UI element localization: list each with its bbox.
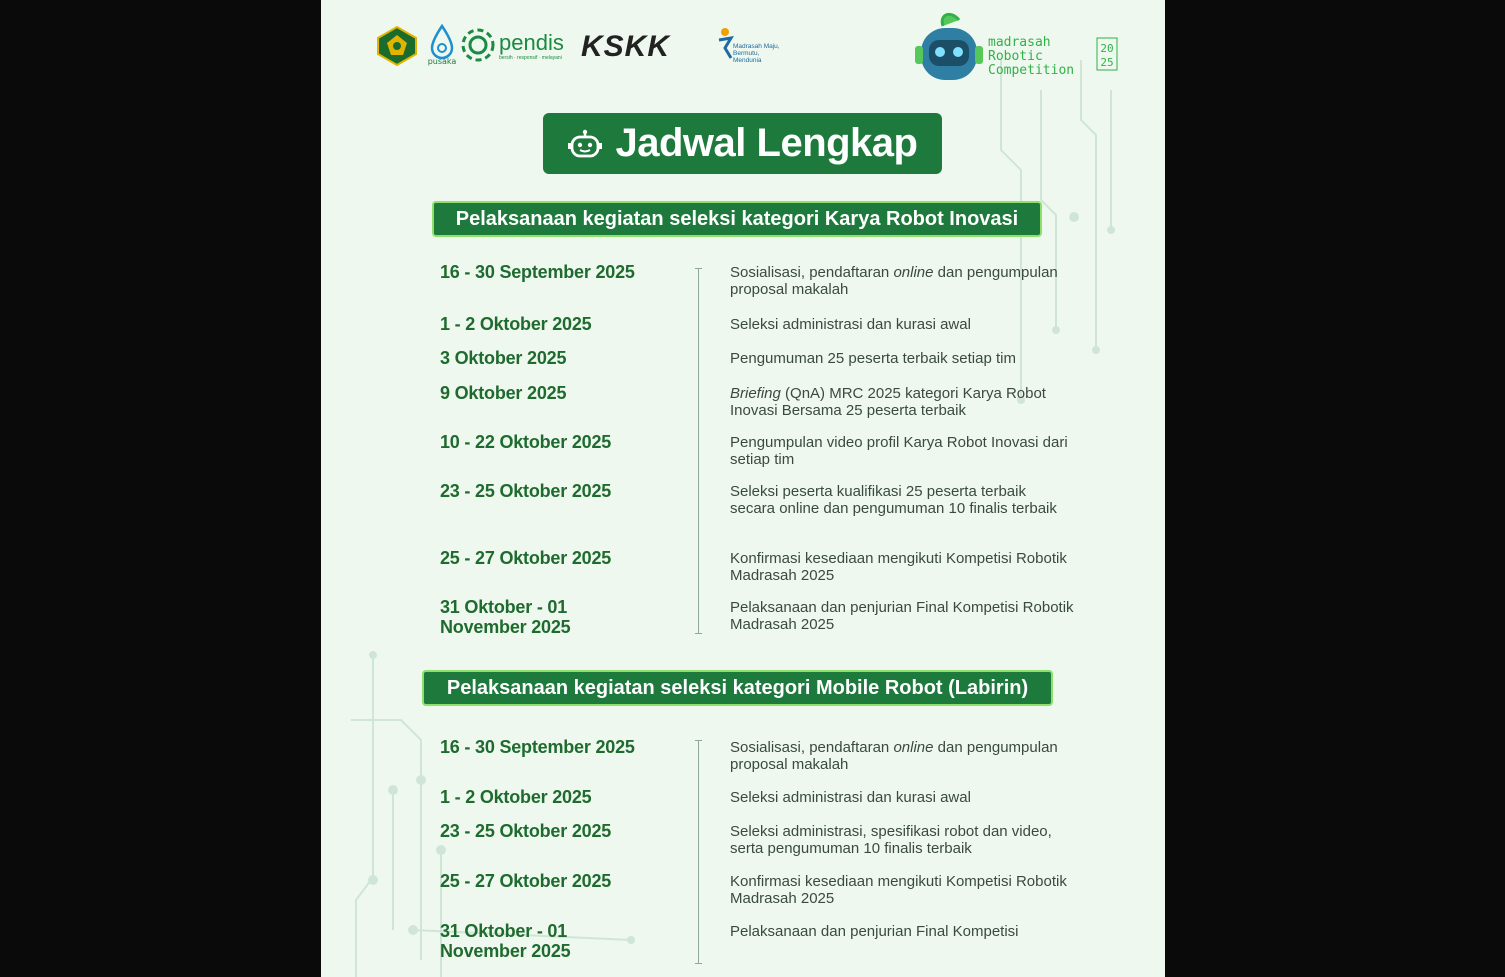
desc-emphasis: online	[893, 264, 934, 281]
mendunia-label: Mendunia	[733, 57, 762, 64]
schedule-date: 23 - 25 Oktober 2025	[440, 481, 612, 501]
desc-text: Seleksi administrasi dan kurasi awal	[730, 789, 971, 806]
robot-icon	[568, 129, 602, 159]
timeline-divider	[698, 740, 699, 964]
desc-emphasis: online	[893, 739, 934, 756]
schedule-date: 16 - 30 September 2025	[440, 737, 635, 757]
desc-text-end: dan pengumpulan proposal makalah	[730, 739, 1058, 773]
mrc-competition-text: Competition	[988, 63, 1075, 78]
schedule-date: 3 Oktober 2025	[440, 348, 567, 368]
mrc-year-bottom: 25	[1100, 56, 1114, 69]
schedule-description	[730, 923, 1075, 940]
desc-text: Seleksi administrasi, spesifikasi robot dan video, serta pengumuman 10 finalis terbaik	[730, 823, 1052, 857]
desc-text: Sosialisasi, pendaftaran	[730, 739, 894, 756]
desc-text: Konfirmasi kesediaan mengikuti Kompetisi Robotik Madrasah 2025	[730, 873, 1067, 907]
bermutu-label: Bermutu,	[733, 50, 760, 57]
pendis-wordmark: pendis	[499, 30, 564, 55]
schedule-date: 1 - 2 Oktober 2025	[440, 787, 592, 807]
section-heading-karya-robot-inovasi: Pelaksanaan kegiatan seleksi kategori Karya Robot Inovasi	[432, 201, 1042, 237]
desc-text: Pengumpulan video profil Karya Robot Inovasi dari setiap tim	[730, 434, 1068, 468]
kskk-logo	[579, 26, 715, 64]
kskk-wordmark: KSKK	[581, 30, 671, 63]
schedule-description	[730, 873, 1075, 907]
schedule-date: 23 - 25 Oktober 2025	[440, 821, 612, 841]
mrc-robotic-text: Robotic	[988, 49, 1043, 64]
schedule-date: 31 Oktober - 01 November 2025	[440, 921, 571, 961]
schedule-karya-robot-inovasi	[440, 262, 1074, 637]
desc-text: Sosialisasi, pendaftaran	[730, 264, 894, 281]
schedule-date: 9 Oktober 2025	[440, 383, 567, 403]
desc-text: Seleksi administrasi dan kurasi awal	[730, 316, 971, 333]
page-title: Jadwal Lengkap	[615, 121, 918, 165]
desc-text: Pelaksanaan dan penjurian Final Kompetisi Robotik Madrasah 2025	[730, 599, 1074, 633]
mrc-year-top: 20	[1100, 42, 1114, 55]
kemenag-logo	[376, 26, 418, 66]
schedule-date: 16 - 30 September 2025	[440, 262, 635, 282]
schedule-date: 31 Oktober - 01 November 2025	[440, 597, 571, 637]
madrasah-maju-label: Madrasah Maju,	[733, 43, 780, 50]
mrc-madrasah-text: madrasah	[988, 35, 1051, 50]
desc-text: Konfirmasi kesediaan mengikuti Kompetisi Robotik Madrasah 2025	[730, 550, 1067, 584]
schedule-description	[730, 350, 1075, 367]
desc-text: Pelaksanaan dan penjurian Final Kompetisi	[730, 923, 1019, 940]
robot-head-icon	[915, 14, 983, 80]
pendis-logo	[461, 26, 577, 64]
schedule-description	[730, 599, 1075, 633]
schedule-date: 25 - 27 Oktober 2025	[440, 871, 612, 891]
desc-text-end: dan pengumpulan proposal makalah	[730, 264, 1058, 298]
pusaka-drop-icon	[424, 24, 460, 66]
poster	[321, 0, 1165, 977]
desc-text-end: (QnA) MRC 2025 kategori Karya Robot Inovasi Bersama 25 peserta terbaik	[730, 385, 1046, 419]
schedule-description	[730, 739, 1075, 773]
desc-text: Pengumuman 25 peserta terbaik setiap tim	[730, 350, 1016, 367]
timeline-divider	[698, 268, 699, 634]
pendis-tagline: bersih · responsif · melayani	[499, 55, 562, 61]
schedule-description	[730, 789, 1075, 806]
madrasah-maju-logo	[715, 24, 785, 68]
title-banner	[543, 113, 942, 174]
pusaka-logo	[424, 24, 460, 66]
schedule-description	[730, 264, 1075, 298]
schedule-description	[730, 316, 1075, 333]
pusaka-label: pusaka	[427, 57, 457, 66]
schedule-description	[730, 550, 1075, 584]
schedule-description	[730, 385, 1075, 419]
schedule-description	[730, 434, 1075, 468]
schedule-description	[730, 823, 1075, 857]
section-heading-mobile-robot-labirin: Pelaksanaan kegiatan seleksi kategori Mobile Robot (Labirin)	[422, 670, 1053, 706]
schedule-date: 1 - 2 Oktober 2025	[440, 314, 592, 334]
desc-emphasis: Briefing	[730, 385, 781, 402]
schedule-date: 10 - 22 Oktober 2025	[440, 432, 612, 452]
mrc-2025-logo	[913, 8, 1123, 88]
schedule-mobile-robot-labirin	[440, 737, 1070, 967]
desc-text: Seleksi peserta kualifikasi 25 peserta terbaik secara online dan pengumuman 10 finalis terbaik	[730, 483, 1057, 517]
schedule-description	[730, 483, 1075, 517]
schedule-date: 25 - 27 Oktober 2025	[440, 548, 612, 568]
